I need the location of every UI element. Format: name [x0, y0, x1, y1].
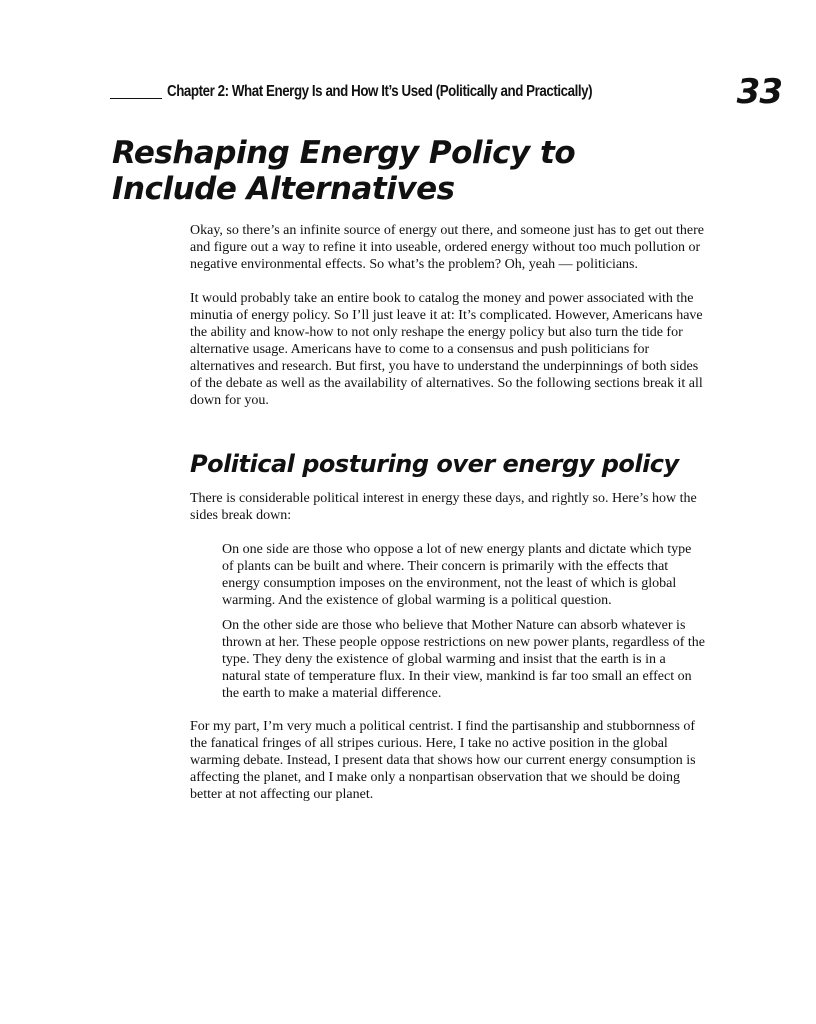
chapter-title: Chapter 2: What Energy Is and How It’s Used (Politically and Practically) — [167, 83, 593, 100]
closing-paragraph: For my part, I’m very much a political centrist. I find the partisanship and stubbornness of the fanatical fringes of all stripes curious. Here, I take no active position in the global warming debate. Instead, I present data that shows how our current energy consumption is affecting the planet, and I make only a nonpartisan observation that we should be doing better at not affecting our planet. — [190, 719, 696, 802]
side-two-paragraph: On the other side are those who believe that Mother Nature can absorb whatever is thrown at her. These people oppose restrictions on new power plants, regardless of the type. They deny the existence of global warming and insist that the earth is in a natural state of temperature flux. In their view, mankind is far too small an effect on the earth to make a material difference. — [222, 618, 705, 701]
subsection-intro: There is considerable political interest in energy these days, and rightly so. Here’s how the sides break down: — [190, 491, 697, 523]
section-title-line-1: Reshaping Energy Policy to — [112, 135, 576, 171]
section-title-line-2: Include Alternatives — [112, 171, 455, 207]
subsection-title: Political posturing over energy policy — [190, 450, 679, 478]
running-head — [110, 72, 782, 112]
body-paragraph-1: Okay, so there’s an infinite source of energy out there, and someone just has to get out there and figure out a way to refine it into useable, ordered energy without too much pollution or negative environmental effects. So what’s the problem? Oh, yeah — politicians. — [190, 223, 704, 272]
section-title — [112, 135, 672, 207]
side-one-paragraph: On one side are those who oppose a lot of new energy plants and dictate which type of plants can be built and where. Their concern is primarily with the effects that energy consumption imposes on the environment, not the least of which is global warming. And the existence of global warming is a political question. — [222, 542, 692, 608]
body-paragraph-2: It would probably take an entire book to catalog the money and power associated with the minutia of energy policy. So I’ll just leave it at: It’s complicated. However, Americans have the ability and know-how to not only reshape the energy policy but also turn the tide for alternative usage. Americans have to come to a consensus and push politicians for alternatives and research. But first, you have to understand the underpinnings of both sides of the debate as well as the availability of alternatives. So the following sections break it all down for you. — [190, 291, 703, 408]
header-rule — [110, 98, 162, 99]
page-number: 33 — [736, 72, 782, 112]
body-text — [190, 222, 705, 820]
